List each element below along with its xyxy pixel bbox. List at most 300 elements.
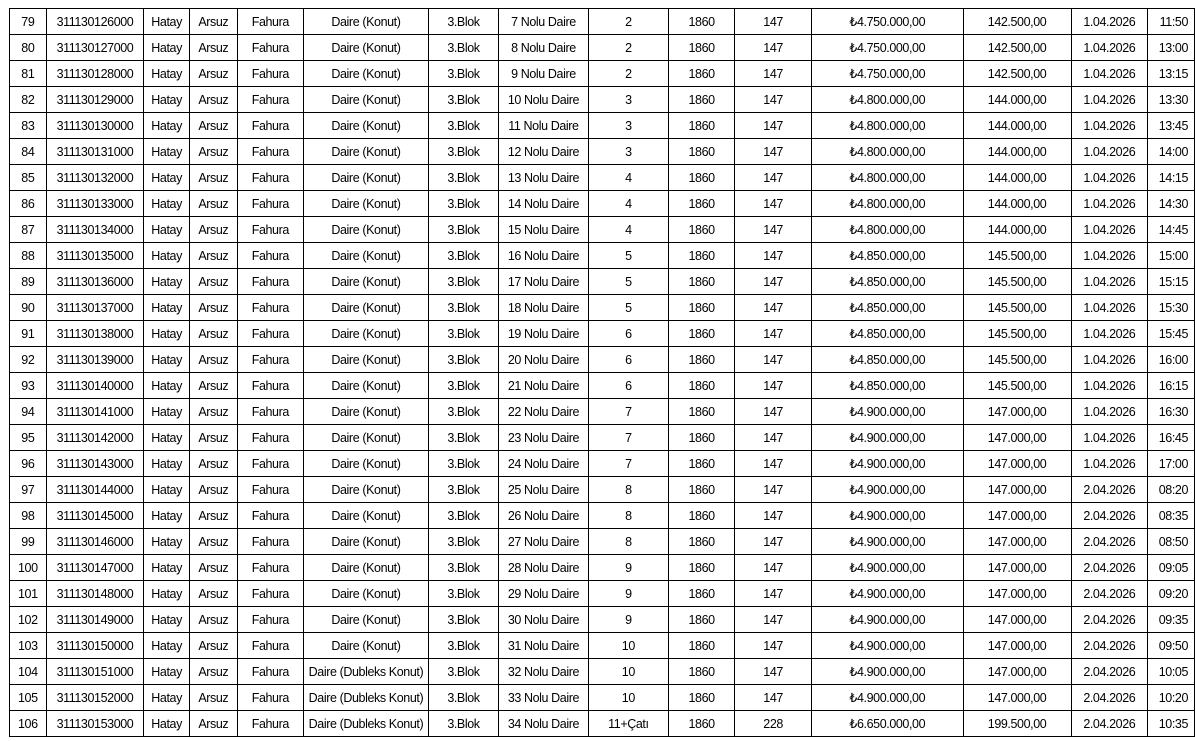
cell-year: 1860 [668, 217, 734, 243]
cell-price: ₺4.750.000,00 [812, 9, 964, 35]
cell-area: 228 [735, 711, 812, 737]
cell-year: 1860 [668, 659, 734, 685]
cell-row-number: 103 [10, 633, 47, 659]
cell-deposit: 145.500,00 [963, 321, 1071, 347]
cell-province: Hatay [144, 373, 190, 399]
cell-time: 15:30 [1148, 295, 1195, 321]
cell-neighborhood: Fahura [237, 295, 303, 321]
cell-floor: 8 [588, 529, 668, 555]
cell-block: 3.Blok [428, 659, 498, 685]
cell-unit-number: 19 Nolu Daire [499, 321, 589, 347]
cell-unit-number: 33 Nolu Daire [499, 685, 589, 711]
cell-property-type: Daire (Konut) [304, 425, 429, 451]
cell-area: 147 [735, 555, 812, 581]
cell-time: 15:00 [1148, 243, 1195, 269]
cell-district: Arsuz [189, 87, 237, 113]
cell-price: ₺4.900.000,00 [812, 399, 964, 425]
cell-floor: 8 [588, 477, 668, 503]
cell-area: 147 [735, 295, 812, 321]
cell-year: 1860 [668, 87, 734, 113]
cell-year: 1860 [668, 607, 734, 633]
cell-block: 3.Blok [428, 347, 498, 373]
cell-row-number: 89 [10, 269, 47, 295]
cell-district: Arsuz [189, 659, 237, 685]
cell-row-number: 97 [10, 477, 47, 503]
table-row [10, 295, 1195, 321]
cell-row-number: 81 [10, 61, 47, 87]
cell-price: ₺4.900.000,00 [812, 425, 964, 451]
cell-neighborhood: Fahura [237, 607, 303, 633]
cell-row-number: 90 [10, 295, 47, 321]
cell-province: Hatay [144, 165, 190, 191]
cell-district: Arsuz [189, 555, 237, 581]
cell-parcel-id: 311130127000 [46, 35, 144, 61]
cell-province: Hatay [144, 191, 190, 217]
cell-deposit: 145.500,00 [963, 373, 1071, 399]
cell-unit-number: 34 Nolu Daire [499, 711, 589, 737]
cell-district: Arsuz [189, 9, 237, 35]
cell-parcel-id: 311130132000 [46, 165, 144, 191]
cell-property-type: Daire (Konut) [304, 243, 429, 269]
cell-block: 3.Blok [428, 503, 498, 529]
cell-block: 3.Blok [428, 269, 498, 295]
property-listing-table [9, 8, 1195, 737]
cell-block: 3.Blok [428, 295, 498, 321]
cell-neighborhood: Fahura [237, 685, 303, 711]
cell-deposit: 147.000,00 [963, 685, 1071, 711]
cell-deposit: 144.000,00 [963, 165, 1071, 191]
cell-deposit: 147.000,00 [963, 659, 1071, 685]
cell-row-number: 91 [10, 321, 47, 347]
cell-neighborhood: Fahura [237, 529, 303, 555]
cell-neighborhood: Fahura [237, 711, 303, 737]
cell-district: Arsuz [189, 607, 237, 633]
cell-province: Hatay [144, 529, 190, 555]
cell-neighborhood: Fahura [237, 139, 303, 165]
cell-price: ₺4.850.000,00 [812, 321, 964, 347]
table-row [10, 711, 1195, 737]
cell-time: 14:00 [1148, 139, 1195, 165]
cell-year: 1860 [668, 581, 734, 607]
cell-time: 16:00 [1148, 347, 1195, 373]
cell-unit-number: 28 Nolu Daire [499, 555, 589, 581]
cell-unit-number: 25 Nolu Daire [499, 477, 589, 503]
cell-deposit: 147.000,00 [963, 477, 1071, 503]
cell-area: 147 [735, 9, 812, 35]
cell-parcel-id: 311130141000 [46, 399, 144, 425]
cell-province: Hatay [144, 425, 190, 451]
cell-province: Hatay [144, 295, 190, 321]
table-row [10, 243, 1195, 269]
cell-area: 147 [735, 607, 812, 633]
cell-time: 08:20 [1148, 477, 1195, 503]
table-row [10, 269, 1195, 295]
cell-floor: 5 [588, 295, 668, 321]
cell-district: Arsuz [189, 165, 237, 191]
cell-property-type: Daire (Konut) [304, 165, 429, 191]
cell-block: 3.Blok [428, 633, 498, 659]
cell-parcel-id: 311130137000 [46, 295, 144, 321]
cell-date: 1.04.2026 [1071, 451, 1148, 477]
table-row [10, 165, 1195, 191]
cell-year: 1860 [668, 425, 734, 451]
cell-unit-number: 26 Nolu Daire [499, 503, 589, 529]
cell-row-number: 102 [10, 607, 47, 633]
cell-province: Hatay [144, 347, 190, 373]
cell-property-type: Daire (Konut) [304, 399, 429, 425]
cell-property-type: Daire (Konut) [304, 61, 429, 87]
cell-time: 16:15 [1148, 373, 1195, 399]
cell-date: 2.04.2026 [1071, 503, 1148, 529]
cell-deposit: 147.000,00 [963, 503, 1071, 529]
cell-date: 1.04.2026 [1071, 217, 1148, 243]
cell-date: 1.04.2026 [1071, 269, 1148, 295]
cell-date: 1.04.2026 [1071, 87, 1148, 113]
table-row [10, 113, 1195, 139]
cell-deposit: 144.000,00 [963, 191, 1071, 217]
table-row [10, 659, 1195, 685]
cell-time: 17:00 [1148, 451, 1195, 477]
cell-block: 3.Blok [428, 581, 498, 607]
cell-area: 147 [735, 477, 812, 503]
cell-neighborhood: Fahura [237, 217, 303, 243]
cell-district: Arsuz [189, 425, 237, 451]
cell-area: 147 [735, 191, 812, 217]
cell-province: Hatay [144, 87, 190, 113]
cell-row-number: 93 [10, 373, 47, 399]
cell-district: Arsuz [189, 529, 237, 555]
cell-floor: 4 [588, 191, 668, 217]
cell-block: 3.Blok [428, 607, 498, 633]
cell-block: 3.Blok [428, 191, 498, 217]
cell-deposit: 145.500,00 [963, 295, 1071, 321]
cell-price: ₺4.900.000,00 [812, 581, 964, 607]
cell-row-number: 98 [10, 503, 47, 529]
cell-year: 1860 [668, 503, 734, 529]
cell-neighborhood: Fahura [237, 61, 303, 87]
cell-floor: 8 [588, 503, 668, 529]
cell-neighborhood: Fahura [237, 347, 303, 373]
cell-province: Hatay [144, 61, 190, 87]
cell-parcel-id: 311130134000 [46, 217, 144, 243]
cell-price: ₺4.850.000,00 [812, 269, 964, 295]
cell-property-type: Daire (Konut) [304, 633, 429, 659]
cell-neighborhood: Fahura [237, 477, 303, 503]
cell-time: 10:35 [1148, 711, 1195, 737]
cell-district: Arsuz [189, 633, 237, 659]
cell-property-type: Daire (Konut) [304, 9, 429, 35]
cell-area: 147 [735, 529, 812, 555]
cell-price: ₺4.900.000,00 [812, 659, 964, 685]
cell-price: ₺4.800.000,00 [812, 87, 964, 113]
cell-price: ₺4.850.000,00 [812, 373, 964, 399]
cell-block: 3.Blok [428, 165, 498, 191]
cell-area: 147 [735, 217, 812, 243]
cell-floor: 10 [588, 685, 668, 711]
cell-property-type: Daire (Konut) [304, 451, 429, 477]
cell-area: 147 [735, 399, 812, 425]
cell-year: 1860 [668, 685, 734, 711]
cell-deposit: 147.000,00 [963, 555, 1071, 581]
cell-date: 2.04.2026 [1071, 607, 1148, 633]
cell-property-type: Daire (Dubleks Konut) [304, 659, 429, 685]
cell-province: Hatay [144, 35, 190, 61]
cell-date: 1.04.2026 [1071, 347, 1148, 373]
cell-time: 09:20 [1148, 581, 1195, 607]
cell-district: Arsuz [189, 711, 237, 737]
cell-property-type: Daire (Konut) [304, 113, 429, 139]
cell-row-number: 95 [10, 425, 47, 451]
cell-floor: 6 [588, 347, 668, 373]
cell-district: Arsuz [189, 269, 237, 295]
cell-deposit: 147.000,00 [963, 633, 1071, 659]
cell-time: 13:45 [1148, 113, 1195, 139]
cell-district: Arsuz [189, 61, 237, 87]
cell-block: 3.Blok [428, 35, 498, 61]
cell-time: 16:45 [1148, 425, 1195, 451]
cell-deposit: 144.000,00 [963, 217, 1071, 243]
cell-time: 09:50 [1148, 633, 1195, 659]
cell-property-type: Daire (Konut) [304, 477, 429, 503]
cell-province: Hatay [144, 581, 190, 607]
cell-parcel-id: 311130153000 [46, 711, 144, 737]
table-row [10, 451, 1195, 477]
cell-deposit: 145.500,00 [963, 269, 1071, 295]
cell-floor: 2 [588, 35, 668, 61]
cell-unit-number: 10 Nolu Daire [499, 87, 589, 113]
cell-row-number: 79 [10, 9, 47, 35]
cell-time: 13:30 [1148, 87, 1195, 113]
cell-date: 2.04.2026 [1071, 633, 1148, 659]
cell-unit-number: 11 Nolu Daire [499, 113, 589, 139]
cell-floor: 4 [588, 217, 668, 243]
cell-unit-number: 16 Nolu Daire [499, 243, 589, 269]
cell-deposit: 147.000,00 [963, 529, 1071, 555]
cell-property-type: Daire (Konut) [304, 373, 429, 399]
cell-row-number: 106 [10, 711, 47, 737]
cell-year: 1860 [668, 529, 734, 555]
cell-time: 10:05 [1148, 659, 1195, 685]
cell-parcel-id: 311130131000 [46, 139, 144, 165]
cell-price: ₺4.900.000,00 [812, 685, 964, 711]
cell-property-type: Daire (Konut) [304, 295, 429, 321]
cell-year: 1860 [668, 61, 734, 87]
cell-date: 2.04.2026 [1071, 659, 1148, 685]
cell-neighborhood: Fahura [237, 269, 303, 295]
cell-year: 1860 [668, 165, 734, 191]
cell-province: Hatay [144, 9, 190, 35]
cell-time: 15:45 [1148, 321, 1195, 347]
cell-deposit: 144.000,00 [963, 113, 1071, 139]
cell-time: 16:30 [1148, 399, 1195, 425]
cell-date: 1.04.2026 [1071, 139, 1148, 165]
cell-neighborhood: Fahura [237, 555, 303, 581]
cell-deposit: 147.000,00 [963, 425, 1071, 451]
cell-block: 3.Blok [428, 373, 498, 399]
cell-year: 1860 [668, 399, 734, 425]
cell-unit-number: 20 Nolu Daire [499, 347, 589, 373]
cell-parcel-id: 311130129000 [46, 87, 144, 113]
cell-year: 1860 [668, 711, 734, 737]
cell-time: 14:45 [1148, 217, 1195, 243]
cell-block: 3.Blok [428, 139, 498, 165]
cell-date: 1.04.2026 [1071, 399, 1148, 425]
table-row [10, 529, 1195, 555]
cell-province: Hatay [144, 555, 190, 581]
cell-neighborhood: Fahura [237, 35, 303, 61]
cell-district: Arsuz [189, 399, 237, 425]
cell-district: Arsuz [189, 113, 237, 139]
cell-unit-number: 24 Nolu Daire [499, 451, 589, 477]
cell-district: Arsuz [189, 685, 237, 711]
cell-time: 13:15 [1148, 61, 1195, 87]
cell-district: Arsuz [189, 191, 237, 217]
cell-price: ₺4.800.000,00 [812, 217, 964, 243]
cell-parcel-id: 311130130000 [46, 113, 144, 139]
cell-province: Hatay [144, 399, 190, 425]
cell-neighborhood: Fahura [237, 191, 303, 217]
table-row [10, 139, 1195, 165]
cell-time: 08:50 [1148, 529, 1195, 555]
cell-row-number: 85 [10, 165, 47, 191]
cell-province: Hatay [144, 321, 190, 347]
cell-parcel-id: 311130144000 [46, 477, 144, 503]
cell-unit-number: 21 Nolu Daire [499, 373, 589, 399]
cell-neighborhood: Fahura [237, 165, 303, 191]
cell-province: Hatay [144, 685, 190, 711]
cell-time: 14:30 [1148, 191, 1195, 217]
cell-unit-number: 12 Nolu Daire [499, 139, 589, 165]
cell-year: 1860 [668, 9, 734, 35]
cell-property-type: Daire (Konut) [304, 217, 429, 243]
cell-parcel-id: 311130152000 [46, 685, 144, 711]
cell-district: Arsuz [189, 321, 237, 347]
table-row [10, 399, 1195, 425]
cell-floor: 7 [588, 399, 668, 425]
table-row [10, 477, 1195, 503]
cell-time: 08:35 [1148, 503, 1195, 529]
cell-block: 3.Blok [428, 243, 498, 269]
cell-row-number: 99 [10, 529, 47, 555]
cell-row-number: 87 [10, 217, 47, 243]
cell-year: 1860 [668, 555, 734, 581]
cell-date: 2.04.2026 [1071, 477, 1148, 503]
cell-parcel-id: 311130136000 [46, 269, 144, 295]
cell-area: 147 [735, 659, 812, 685]
cell-floor: 10 [588, 659, 668, 685]
cell-province: Hatay [144, 243, 190, 269]
cell-floor: 6 [588, 321, 668, 347]
cell-parcel-id: 311130149000 [46, 607, 144, 633]
cell-block: 3.Blok [428, 555, 498, 581]
cell-province: Hatay [144, 269, 190, 295]
cell-row-number: 86 [10, 191, 47, 217]
cell-floor: 5 [588, 243, 668, 269]
table-row [10, 425, 1195, 451]
cell-neighborhood: Fahura [237, 581, 303, 607]
cell-year: 1860 [668, 633, 734, 659]
cell-date: 1.04.2026 [1071, 35, 1148, 61]
cell-floor: 3 [588, 87, 668, 113]
cell-unit-number: 29 Nolu Daire [499, 581, 589, 607]
cell-parcel-id: 311130142000 [46, 425, 144, 451]
cell-date: 1.04.2026 [1071, 61, 1148, 87]
cell-province: Hatay [144, 633, 190, 659]
cell-property-type: Daire (Konut) [304, 35, 429, 61]
cell-floor: 2 [588, 9, 668, 35]
cell-floor: 3 [588, 139, 668, 165]
cell-neighborhood: Fahura [237, 451, 303, 477]
cell-price: ₺4.850.000,00 [812, 243, 964, 269]
cell-price: ₺4.800.000,00 [812, 191, 964, 217]
cell-unit-number: 9 Nolu Daire [499, 61, 589, 87]
cell-floor: 9 [588, 581, 668, 607]
cell-province: Hatay [144, 217, 190, 243]
table-row [10, 217, 1195, 243]
cell-area: 147 [735, 451, 812, 477]
table-row [10, 61, 1195, 87]
cell-district: Arsuz [189, 35, 237, 61]
cell-neighborhood: Fahura [237, 243, 303, 269]
table-row [10, 321, 1195, 347]
cell-block: 3.Blok [428, 477, 498, 503]
cell-floor: 4 [588, 165, 668, 191]
cell-unit-number: 32 Nolu Daire [499, 659, 589, 685]
cell-parcel-id: 311130128000 [46, 61, 144, 87]
cell-unit-number: 17 Nolu Daire [499, 269, 589, 295]
cell-time: 09:35 [1148, 607, 1195, 633]
cell-district: Arsuz [189, 477, 237, 503]
table-row [10, 633, 1195, 659]
cell-unit-number: 13 Nolu Daire [499, 165, 589, 191]
cell-row-number: 92 [10, 347, 47, 373]
cell-unit-number: 23 Nolu Daire [499, 425, 589, 451]
cell-price: ₺4.800.000,00 [812, 139, 964, 165]
cell-deposit: 147.000,00 [963, 399, 1071, 425]
cell-property-type: Daire (Dubleks Konut) [304, 711, 429, 737]
cell-province: Hatay [144, 659, 190, 685]
cell-parcel-id: 311130139000 [46, 347, 144, 373]
cell-property-type: Daire (Konut) [304, 555, 429, 581]
cell-deposit: 147.000,00 [963, 451, 1071, 477]
cell-parcel-id: 311130135000 [46, 243, 144, 269]
cell-year: 1860 [668, 321, 734, 347]
cell-time: 15:15 [1148, 269, 1195, 295]
cell-area: 147 [735, 269, 812, 295]
cell-unit-number: 31 Nolu Daire [499, 633, 589, 659]
cell-area: 147 [735, 243, 812, 269]
cell-year: 1860 [668, 35, 734, 61]
cell-property-type: Daire (Konut) [304, 347, 429, 373]
cell-neighborhood: Fahura [237, 87, 303, 113]
cell-district: Arsuz [189, 451, 237, 477]
cell-unit-number: 14 Nolu Daire [499, 191, 589, 217]
cell-date: 1.04.2026 [1071, 425, 1148, 451]
cell-neighborhood: Fahura [237, 399, 303, 425]
cell-floor: 2 [588, 61, 668, 87]
cell-property-type: Daire (Konut) [304, 503, 429, 529]
cell-province: Hatay [144, 139, 190, 165]
cell-time: 13:00 [1148, 35, 1195, 61]
cell-time: 10:20 [1148, 685, 1195, 711]
cell-row-number: 100 [10, 555, 47, 581]
cell-price: ₺4.900.000,00 [812, 477, 964, 503]
cell-floor: 11+Çatı [588, 711, 668, 737]
cell-parcel-id: 311130148000 [46, 581, 144, 607]
cell-floor: 3 [588, 113, 668, 139]
cell-parcel-id: 311130150000 [46, 633, 144, 659]
cell-price: ₺4.900.000,00 [812, 451, 964, 477]
